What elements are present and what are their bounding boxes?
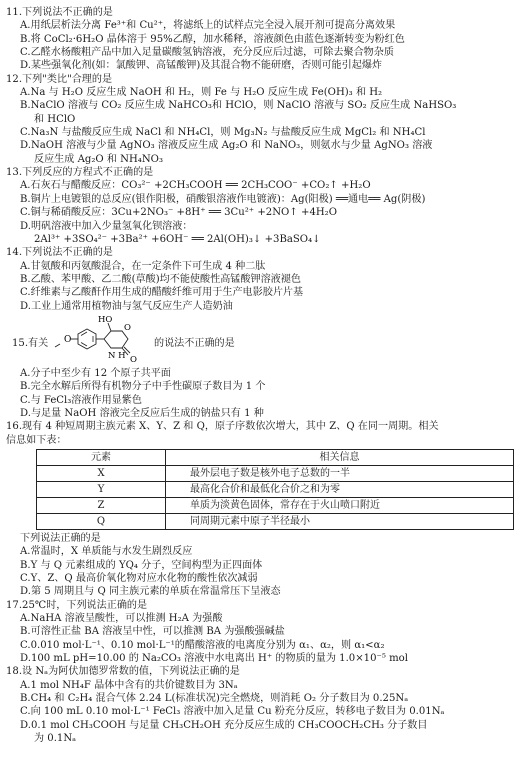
cell-info: 单质为淡黄色固体，常存在于火山喷口附近 [166,497,514,513]
question-option: C.铜与稀硝酸反应：3Cu+2NO₃⁻ +8H⁺ ══ 3Cu²⁺ +2NO↑ +4H₂O [20,207,338,219]
question [6,665,522,745]
element-info-table [36,449,514,530]
question-option: B.乙酸、苯甲酸、乙二酸(草酸)均不能使酸性高锰酸钾溶液褪色 [20,273,301,285]
hydroxyl-label: HO [98,314,113,325]
carbonyl-oxygen: O [130,354,137,365]
table-header-element: 元素 [37,449,166,465]
amine-label: N H [108,350,126,361]
cell-info: 最外层电子数是核外电子总数的一半 [166,465,514,481]
question-16 [6,420,522,598]
q15-prefix: 15.有关 [12,337,49,349]
question [6,73,522,166]
q15-option: B.完全水解后所得有机物分子中手性碳原子数目为 1 个 [20,381,266,393]
question-option: D.0.1 mol CH₃COOH 与足量 CH₃CH₂OH 充分反应生成的 CH₃COOCH₂CH₃ 分子数目 [20,719,428,731]
q15-option: D.与足量 NaOH 溶液完全反应后生成的钠盐只有 1 种 [20,407,264,419]
question-15 [6,313,522,420]
question-option: A.用纸层析法分离 Fe³⁺和 Cu²⁺，将滤纸上的试样点完全浸入展开剂可提高分离效果 [20,20,396,32]
question-option: B.铜片上电镀银的总反应(银作阳极，硝酸银溶液作电镀液)：Ag(阳极) ══通电══ Ag(阴极) [20,193,426,205]
question-option: D.某些强氧化剂(如：氯酸钾、高锰酸钾)及其混合物不能研磨，否则可能引起爆炸 [20,60,383,72]
cell-element: X [37,465,166,481]
question-option: A.Na 与 H₂O 反应生成 NaOH 和 H₂，则 Fe 与 H₂O 反应生成 Fe(OH)₃ 和 H₂ [20,87,383,99]
question [6,246,522,313]
question-stem: 17.25℃时，下列说法正确的是 [6,599,148,611]
cell-element: Q [37,513,166,529]
table-row [37,465,514,481]
question-option: A.甘氨酸和丙氨酸混合，在一定条件下可生成 4 种二肽 [20,260,266,272]
q16-stem [6,420,522,447]
q15-stem [6,313,522,367]
q16-options [6,532,522,599]
table-row [37,497,514,513]
question-option: B.CH₄ 和 C₂H₄ 混合气体 2.24 L(标准状况)完全燃烧，则消耗 O₂ 分子数目为 0.25Nₐ [20,693,409,705]
question-option: A.NaHA 溶液呈酸性，可以推测 H₂A 为强酸 [20,613,223,625]
ring-oxygen: O [124,322,131,333]
question-continuation: 为 0.1Nₐ [34,733,77,745]
question-stem: 18.设 Nₐ为阿伏加德罗常数的值，下列说法正确的是 [6,666,240,678]
table-row [37,513,514,529]
q15-options [6,367,522,420]
question-option: B.将 CoCl₂·6H₂O 晶体溶于 95%乙醇，加水稀释，溶液颜色由蓝色逐渐转变为粉红色 [20,33,405,45]
q16-stem: 下列说法正确的是 [20,532,101,544]
methoxy-o: O [64,334,72,345]
q15-option: A.分子中至少有 12 个原子共平面 [20,367,171,379]
questions-17-18 [6,599,522,746]
question-option: C.纤维素与乙酸酐作用生成的醋酸纤维可用于生产电影胶片片基 [20,287,304,299]
q16-option: C.Y、Z、Q 最高价氧化物对应水化物的酸性依次减弱 [20,573,258,584]
q16-option: B.Y 与 Q 元素组成的 YQ₄ 分子，空间构型为正四面体 [20,559,263,571]
question-option: D.NaOH 溶液与少量 AgNO₃ 溶液反应生成 Ag₂O 和 NaNO₃，则氨水与少量 AgNO₃ 溶液 [20,140,433,152]
question-option: C.0.010 mol·L⁻¹、0.10 mol·L⁻¹的醋酸溶液的电离度分别为 α₁、α₂，则 α₁<α₂ [20,639,385,651]
question-option: B.NaClO 溶液与 CO₂ 反应生成 NaHCO₃和 HClO，则 NaClO 溶液与 SO₂ 反应生成 NaHSO₃ [20,100,457,112]
cell-info: 同周期元素中原子半径最小 [166,513,514,529]
question-stem: 14.下列说法不正确的是 [6,247,113,259]
question-option: B.可溶性正盐 BA 溶液呈中性，可以推测 BA 为强酸强碱盐 [20,626,285,638]
table-header-info: 相关信息 [166,449,514,465]
cell-info: 最高化合价和最低化合价之和为零 [166,481,514,497]
q15-suffix: 的说法不正确的是 [154,337,235,349]
question-continuation: 2Al³⁺ +3SO₄²⁻ +3Ba²⁺ +6OH⁻ ══ 2Al(OH)₃↓ +3BaSO₄↓ [34,233,321,245]
q16-stem: 信息如下表： [6,434,67,446]
question-continuation: 反应生成 Ag₂O 和 NH₄NO₃ [34,153,164,165]
questions-11-14 [6,6,522,313]
cell-element: Z [37,497,166,513]
q16-option: D.第 5 周期且与 Q 同主族元素的单质在常温常压下呈液态 [20,586,281,598]
question-stem: 12.下列"类比"合理的是 [6,73,113,85]
question-stem: 11.下列说法不正确的是 [6,7,113,18]
question-option: C.乙醛水杨酸粗产品中加入足量碳酸氢钠溶液，充分反应后过滤，可除去聚合物杂质 [20,47,394,59]
question-stem: 13.下列反应的方程式不正确的是 [6,167,154,179]
q15-option: C.与 FeCl₃溶液作用显紫色 [20,394,142,406]
molecule-structure [48,313,158,367]
q16-option: A.常温时，X 单质能与水发生剧烈反应 [20,546,193,558]
question-option: D.100 mL pH=10.00 的 Na₂CO₃ 溶液中水电离出 H⁺ 的物质的量为 1.0×10⁻⁵ mol [20,653,408,665]
question-option: A.1 mol NH₄F 晶体中含有的共价键数目为 3Nₐ [20,679,238,691]
question-continuation: 和 HClO [34,113,76,125]
question-option: C.Na₃N 与盐酸反应生成 NaCl 和 NH₄Cl，则 Mg₃N₂ 与盐酸反应生成 MgCl₂ 和 NH₄Cl [20,127,426,139]
q16-stem: 16.现有 4 种短周期主族元素 X、Y、Z 和 Q，原子序数依次增大，其中 Z、Q 在同一周期。相关 [6,421,439,433]
table-row [37,481,514,497]
question-option: D.明矾溶液中加入少量氢氧化钡溶液： [20,220,193,232]
question-option: D.工业上通常用植物油与氢气反应生产人造奶油 [20,300,233,312]
question [6,166,522,246]
question-option: A.石灰石与醋酸反应：CO₃²⁻ +2CH₃COOH ══ 2CH₃COO⁻ +CO₂↑ +H₂O [20,180,371,192]
cell-element: Y [37,481,166,497]
question [6,6,522,73]
question [6,599,522,666]
question-option: C.向 100 mL 0.10 mol·L⁻¹ FeCl₃ 溶液中加入足量 Cu 粉充分反应，转移电子数目为 0.01Nₐ [20,706,445,718]
